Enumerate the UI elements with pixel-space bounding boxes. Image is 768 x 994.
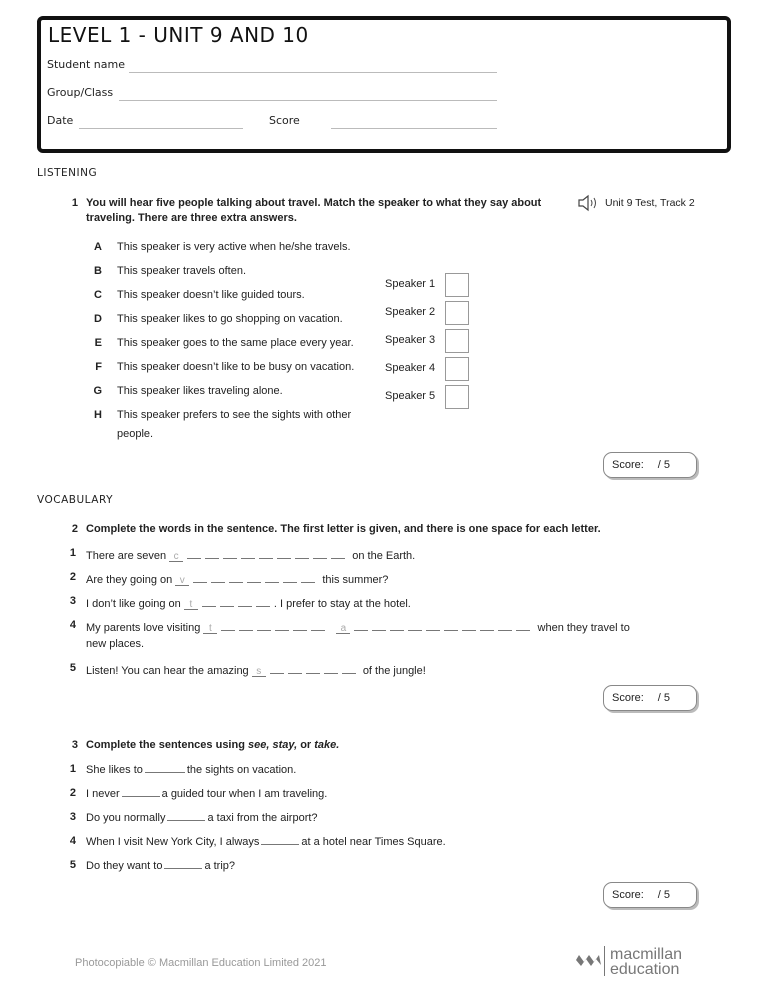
speaker-label: Speaker 5 xyxy=(385,390,436,402)
item-number: 2 xyxy=(69,787,76,799)
instruction-words: see, stay, xyxy=(248,739,298,751)
item-row xyxy=(86,859,235,872)
item-text: Do you normally xyxy=(86,812,166,824)
score-box xyxy=(603,685,697,711)
item-text: on the Earth. xyxy=(352,550,416,562)
option-text: This speaker likes traveling alone. xyxy=(117,385,283,397)
letter-blanks[interactable] xyxy=(336,619,534,634)
item-row xyxy=(86,571,388,586)
item-number: 5 xyxy=(69,859,76,871)
answer-blank[interactable] xyxy=(145,763,185,773)
option-letter: B xyxy=(94,265,102,277)
item-text: I don’t like going on xyxy=(86,598,181,610)
option-text: This speaker is very active when he/she travels. xyxy=(117,241,351,253)
item-number: 5 xyxy=(69,662,76,674)
group-field[interactable] xyxy=(119,100,497,101)
first-letter: t xyxy=(184,598,198,610)
first-letter: t xyxy=(203,622,217,634)
item-number: 3 xyxy=(69,811,76,823)
item-text-continued: new places. xyxy=(86,638,145,650)
letter-blanks[interactable] xyxy=(203,619,329,634)
letter-blanks[interactable] xyxy=(252,662,360,677)
item-text: My parents love visiting xyxy=(86,622,201,634)
score-box xyxy=(603,882,697,908)
item-number: 3 xyxy=(69,595,76,607)
copyright-notice: Photocopiable © Macmillan Education Limited 2021 xyxy=(75,957,327,969)
macmillan-logo-icon xyxy=(572,950,602,968)
first-letter: a xyxy=(336,622,350,634)
option-text: This speaker doesn’t like to be busy on vacation. xyxy=(117,361,355,373)
instruction-text: Complete the sentences using xyxy=(86,739,245,751)
speaker-answer-box[interactable] xyxy=(445,329,469,353)
audio-track-label: Unit 9 Test, Track 2 xyxy=(605,197,695,209)
test-title: LEVEL 1 - UNIT 9 AND 10 xyxy=(48,23,309,47)
question-1-instruction-2: traveling. There are three extra answers. xyxy=(86,212,297,224)
speaker-answer-box[interactable] xyxy=(445,301,469,325)
speaker-label: Speaker 2 xyxy=(385,306,436,318)
item-text: when they travel to xyxy=(537,622,630,634)
option-text-continued: people. xyxy=(117,428,154,440)
score-max: / 5 xyxy=(657,692,671,704)
header-box xyxy=(37,16,731,153)
item-row xyxy=(86,811,318,824)
listening-heading: LISTENING xyxy=(37,167,98,179)
item-row xyxy=(86,595,411,610)
answer-blank[interactable] xyxy=(261,835,299,845)
item-text: When I visit New York City, I always xyxy=(86,836,260,848)
question-3-number: 3 xyxy=(71,739,78,751)
score-label: Score: xyxy=(612,692,644,704)
item-text: at a hotel near Times Square. xyxy=(301,836,446,848)
speaker-label: Speaker 3 xyxy=(385,334,436,346)
item-row xyxy=(86,763,296,776)
item-text: Listen! You can hear the amazing xyxy=(86,665,249,677)
item-number: 1 xyxy=(69,547,76,559)
student-name-field[interactable] xyxy=(129,72,497,73)
brand-name-1: macmillan xyxy=(610,946,683,963)
option-letter: H xyxy=(94,409,102,421)
item-row xyxy=(86,835,446,848)
instruction-text: or xyxy=(300,739,312,751)
item-text: a trip? xyxy=(204,860,236,872)
option-letter: G xyxy=(93,385,102,397)
question-1-number: 1 xyxy=(71,197,78,209)
speaker-answer-box[interactable] xyxy=(445,385,469,409)
answer-blank[interactable] xyxy=(167,811,205,821)
option-letter: F xyxy=(95,361,102,373)
instruction-words: take. xyxy=(314,739,340,751)
option-letter: A xyxy=(94,241,102,253)
speaker-label: Speaker 1 xyxy=(385,278,436,290)
item-text: . I prefer to stay at the hotel. xyxy=(273,598,411,610)
item-row xyxy=(86,662,426,677)
option-letter: E xyxy=(94,337,102,349)
score-label: Score: xyxy=(612,459,644,471)
item-number: 4 xyxy=(69,619,76,631)
question-2-number: 2 xyxy=(71,523,78,535)
letter-blanks[interactable] xyxy=(175,571,319,586)
answer-blank[interactable] xyxy=(122,787,160,797)
option-text: This speaker likes to go shopping on vacation. xyxy=(117,313,343,325)
logo-divider xyxy=(604,946,605,976)
item-text: She likes to xyxy=(86,764,143,776)
score-max: / 5 xyxy=(657,459,671,471)
letter-blanks[interactable] xyxy=(169,547,349,562)
item-text: a guided tour when I am traveling. xyxy=(161,788,328,800)
question-3-instruction xyxy=(86,739,339,751)
option-letter: C xyxy=(94,289,102,301)
item-number: 1 xyxy=(69,763,76,775)
option-letter: D xyxy=(94,313,102,325)
first-letter: s xyxy=(252,665,266,677)
item-row xyxy=(86,787,327,800)
speaker-answer-box[interactable] xyxy=(445,273,469,297)
option-text: This speaker doesn’t like guided tours. xyxy=(117,289,305,301)
score-field[interactable] xyxy=(331,128,497,129)
item-text: Do they want to xyxy=(86,860,163,872)
option-text: This speaker travels often. xyxy=(117,265,247,277)
group-label: Group/Class xyxy=(47,86,114,99)
question-2-instruction: Complete the words in the sentence. The first letter is given, and there is one space for each letter. xyxy=(86,523,601,535)
brand-name-2: education xyxy=(610,961,680,978)
item-text: Are they going on xyxy=(86,574,173,586)
item-text: the sights on vacation. xyxy=(186,764,297,776)
speaker-label: Speaker 4 xyxy=(385,362,436,374)
item-row xyxy=(86,547,415,562)
option-text: This speaker prefers to see the sights with other xyxy=(117,409,352,421)
item-number: 2 xyxy=(69,571,76,583)
score-label: Score xyxy=(269,114,300,127)
option-text: This speaker goes to the same place every year. xyxy=(117,337,354,349)
item-number: 4 xyxy=(69,835,76,847)
item-row xyxy=(86,619,630,634)
question-1-instruction: You will hear five people talking about travel. Match the speaker to what they say about xyxy=(86,197,542,209)
letter-blanks[interactable] xyxy=(184,595,274,610)
item-text: this summer? xyxy=(322,574,389,586)
item-text: of the jungle! xyxy=(362,665,426,677)
speaker-audio-icon[interactable] xyxy=(577,194,601,212)
first-letter: c xyxy=(169,550,183,562)
score-max: / 5 xyxy=(657,889,671,901)
answer-blank[interactable] xyxy=(164,859,202,869)
item-text: I never xyxy=(86,788,120,800)
speaker-answer-box[interactable] xyxy=(445,357,469,381)
student-name-label: Student name xyxy=(47,58,125,71)
item-text: There are seven xyxy=(86,550,167,562)
date-label: Date xyxy=(47,114,74,127)
score-box xyxy=(603,452,697,478)
date-field[interactable] xyxy=(79,128,243,129)
item-text: a taxi from the airport? xyxy=(207,812,318,824)
vocabulary-heading: VOCABULARY xyxy=(37,494,113,506)
first-letter: v xyxy=(175,574,189,586)
score-label: Score: xyxy=(612,889,644,901)
